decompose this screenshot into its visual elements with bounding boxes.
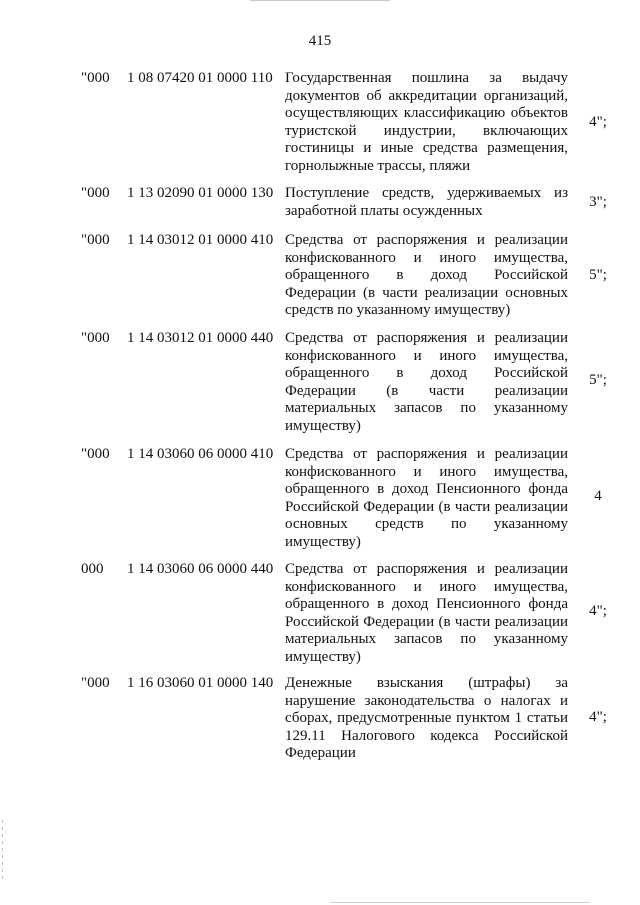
- scan-artifact-bottom: [330, 902, 590, 903]
- row-amount: 4";: [589, 603, 607, 619]
- row-code: 1 14 03060 06 0000 440: [127, 561, 274, 577]
- row-description: Денежные взыскания (штрафы) за нарушение законодательства о налогах и сборах, предусмотренные пунктом 1 статьи 129.11 Налогового кодекса Российской Федерации: [285, 675, 568, 762]
- scan-artifact-left: [2, 820, 3, 880]
- row-prefix: "000: [81, 185, 110, 201]
- row-prefix: "000: [81, 232, 110, 248]
- page-number: 415: [308, 33, 332, 49]
- row-amount: 5";: [589, 267, 607, 283]
- row-description: Средства от распоряжения и реализации конфискованного и иного имущества, обращенного в доход Российской Федерации (в части реализации материальных запасов по указанному имуществу): [285, 330, 568, 434]
- row-amount: 4";: [589, 114, 607, 130]
- scan-artifact-top: [250, 0, 390, 1]
- row-code: 1 13 02090 01 0000 130: [127, 185, 274, 201]
- row-amount: 3";: [589, 194, 607, 210]
- row-code: 1 14 03012 01 0000 440: [127, 330, 274, 346]
- row-prefix: "000: [81, 70, 110, 86]
- row-description: Средства от распоряжения и реализации конфискованного и иного имущества, обращенного в доход Российской Федерации (в части реализации основных средств по указанному имуществу): [285, 232, 568, 319]
- row-amount: 4";: [589, 709, 607, 725]
- row-code: 1 08 07420 01 0000 110: [127, 70, 273, 86]
- row-prefix: 000: [81, 561, 104, 577]
- row-description: Средства от распоряжения и реализации конфискованного и иного имущества, обращенного в доход Пенсионного фонда Российской Федерации (в части реализации основных средств по указанному имуществу): [285, 446, 568, 550]
- row-prefix: "000: [81, 675, 110, 691]
- row-code: 1 14 03060 06 0000 410: [127, 446, 274, 462]
- row-description: Средства от распоряжения и реализации конфискованного и иного имущества, обращенного в доход Пенсионного фонда Российской Федерации (в части реализации материальных запасов по указанному имуществу): [285, 561, 568, 665]
- row-prefix: "000: [81, 446, 110, 462]
- row-code: 1 14 03012 01 0000 410: [127, 232, 274, 248]
- row-amount: 4: [594, 488, 602, 504]
- row-description: Государственная пошлина за выдачу документов об аккредитации организаций, осуществляющих классификацию объектов туристской индустрии, включающих гостиницы и иные средства размещения, горнолыжные трассы, пляжи: [285, 70, 568, 174]
- row-code: 1 16 03060 01 0000 140: [127, 675, 274, 691]
- row-amount: 5";: [589, 372, 607, 388]
- row-prefix: "000: [81, 330, 110, 346]
- row-description: Поступление средств, удерживаемых из заработной платы осужденных: [285, 185, 568, 219]
